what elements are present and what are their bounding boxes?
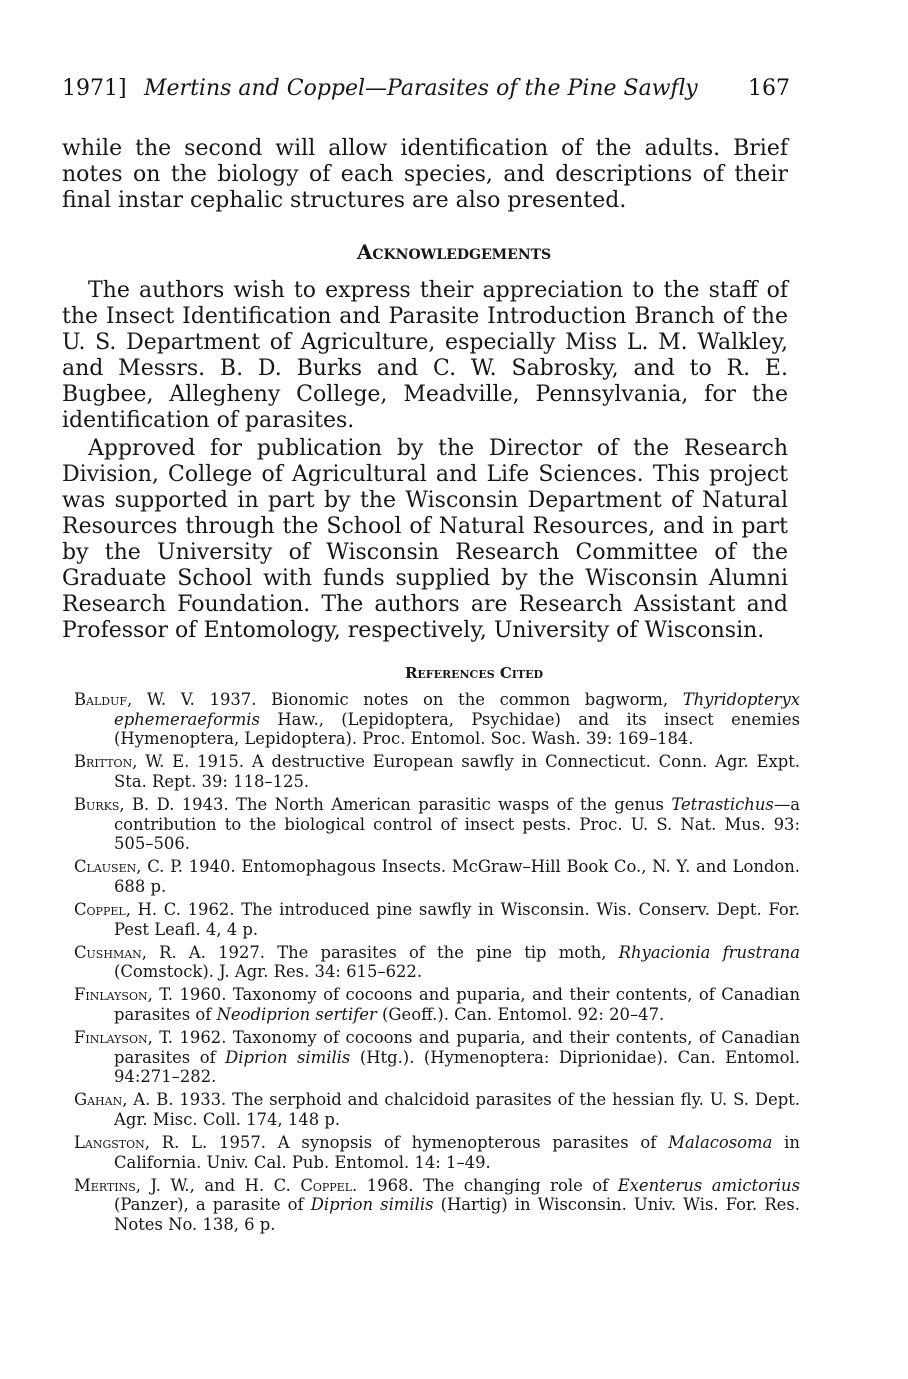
reference-author: Finlayson [74,1028,148,1047]
reference-item: Finlayson, T. 1962. Taxonomy of cocoons and puparia, and their contents, of Canadian parasites of Diprion similis (Htg.). (Hymenoptera: Diprionidae). Can. Entomol. 94:271–282. [74,1028,801,1087]
reference-item: Mertins, J. W., and H. C. Coppel. 1968. The changing role of Exenterus amictorius (Panzer), a parasite of Diprion similis (Hartig) in Wisconsin. Univ. Wis. For. Res. Notes No. 138, 6 p. [74,1175,801,1234]
reference-author: Gahan [74,1090,123,1110]
reference-item: Gahan, A. B. 1933. The serphoid and chalcidoid parasites of the hessian fly. U. S. Dept. Agr. Misc. Coll. 174, 148 p. [74,1090,800,1129]
reference-item: Coppel, H. C. 1962. The introduced pine sawfly in Wisconsin. Wis. Conserv. Dept. For. Pest Leafl. 4, 4 p. [74,899,800,939]
reference-item: Langston, R. L. 1957. A synopsis of hymenopterous parasites of Malacosoma in California. Univ. Cal. Pub. Entomol. 14: 1–49. [74,1132,800,1172]
reference-author: Balduf [74,690,128,709]
reference-item: Balduf, W. V. 1937. Bionomic notes on the common bagworm, Thyridopteryx ephemeraeformis Haw., (Lepidoptera, Psychidae) and its insect enemies (Hymenoptera, Lepidoptera). Proc. Entomol. Soc. Wash. 39: 169–184. [74,690,800,749]
reference-item: Burks, B. D. 1943. The North American parasitic wasps of the genus Tetrastichus—a contribution to the biological control of insect pests. Proc. U. S. Nat. Mus. 93: 505–506. [74,794,800,854]
reference-item: Clausen, C. P. 1940. Entomophagous Insects. McGraw–Hill Book Co., N. Y. and London. 688 p. [74,857,800,896]
reference-author: Coppel [74,899,126,919]
reference-author: Cushman [74,942,142,962]
reference-author: Mertins [74,1175,136,1195]
reference-item: Britton, W. E. 1915. A destructive European sawfly in Connecticut. Conn. Agr. Expt. Sta. Rept. 39: 118–125. [74,752,800,791]
reference-item: Finlayson, T. 1960. Taxonomy of cocoons and puparia, and their contents, of Canadian parasites of Neodiprion sertifer (Geoff.). Can. Entomol. 92: 20–47. [74,985,800,1024]
acknowledgements-paragraph-1: The authors wish to express their appreciation to the staff of the Insect Identification and Parasite Introduction Branch of the U. S. Department of Agriculture, especially Miss L. M. Walkley, and Messrs. B. D. Burks and C. W. Sabrosky, and to R. E. Bugbee, Allegheny College, Meadville, Pennsylvania, for the identification of parasites. [62,278,788,433]
reference-author: Finlayson [74,985,148,1005]
reference-item: Cushman, R. A. 1927. The parasites of the pine tip moth, Rhyacionia frustrana (Comstock). J. Agr. Res. 34: 615–622. [74,942,801,982]
reference-coauthor: Coppel [300,1175,353,1195]
acknowledgements-heading: Acknowledgements [356,240,552,264]
acknowledgements-paragraph-2: Approved for publication by the Director of the Research Division, College of Agricultural and Life Sciences. This project was supported in part by the Wisconsin Department of Natural Resources through the School of Natural Resources, and in part by the University of Wisconsin Research Committee of the Graduate School with funds supplied by the Wisconsin Alumni Research Foundation. The authors are Research Assistant and Professor of Entomology, respectively, University of Wisconsin. [62,436,788,643]
reference-author: Britton [74,752,133,772]
intro-paragraph: while the second will allow identification of the adults. Brief notes on the biology of each species, and descriptions of their final instar cephalic structures are also presented. [62,136,788,213]
reference-author: Burks [74,794,120,814]
reference-author: Clausen [74,857,137,877]
running-title: Mertins and Coppel—Parasites of the Pine Sawfly [144,76,698,101]
reference-author: Langston [74,1132,145,1152]
reference-list [74,690,800,1238]
references-heading: References Cited [404,664,544,682]
page-number: 167 [748,76,790,101]
volume-year: 1971] [62,76,127,101]
